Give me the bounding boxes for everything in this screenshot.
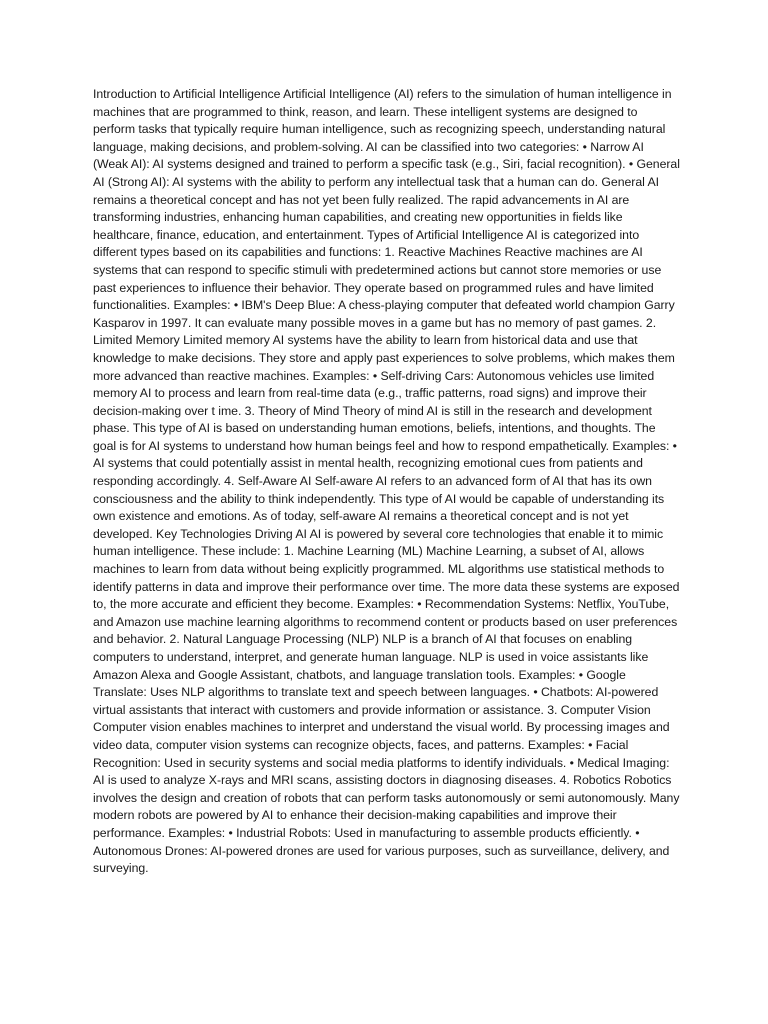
document-body-text: Introduction to Artificial Intelligence Artificial Intelligence (AI) refers to the simulation of human intelligence in machines that are programmed to think, reason, and learn. These intelligent systems are designed to perform tasks that typically require human intelligence, such as recognizing speech, understanding natural language, making decisions, and problem-solving. AI can be classified into two categories: • Narrow AI (Weak AI): AI systems designed and trained to perform a specific task (e.g., Siri, facial recognition). • General AI (Strong AI): AI systems with the ability to perform any intellectual task that a human can do. General AI remains a theoretical concept and has not yet been fully realized. The rapid advancements in AI are transforming industries, enhancing human capabilities, and creating new opportunities in fields like healthcare, finance, education, and entertainment. Types of Artificial Intelligence AI is categorized into different types based on its capabilities and functions: 1. Reactive Machines Reactive machines are AI systems that can respond to specific stimuli with predetermined actions but cannot store memories or use past experiences to influence their behavior. They operate based on programmed rules and have limited functionalities. Examples: • IBM's Deep Blue: A chess-playing computer that defeated world champion Garry Kasparov in 1997. It can evaluate many possible moves in a game but has no memory of past games. 2. Limited Memory Limited memory AI systems have the ability to learn from historical data and use that knowledge to make decisions. They store and apply past experiences to solve problems, which makes them more advanced than reactive machines. Examples: • Self-driving Cars: Autonomous vehicles use limited memory AI to process and learn from real-time data (e.g., traffic patterns, road signs) and improve their decision-making over t ime. 3. Theory of Mind Theory of mind AI is still in the research and development phase. This type of AI is based on understanding human emotions, beliefs, intentions, and thoughts. The goal is for AI systems to understand how human beings feel and how to respond empathetically. Examples: • AI systems that could potentially assist in mental health, recognizing emotional cues from patients and responding accordingly. 4. Self-Aware AI Self-aware AI refers to an advanced form of AI that has its own consciousness and the ability to think independently. This type of AI would be capable of understanding its own existence and emotions. As of today, self-aware AI remains a theoretical concept and is not yet developed. Key Technologies Driving AI AI is powered by several core technologies that enable it to mimic human intelligence. These include: 1. Machine Learning (ML) Machine Learning, a subset of AI, allows machines to learn from data without being explicitly programmed. ML algorithms use statistical methods to identify patterns in data and improve their performance over time. The more data these systems are exposed to, the more accurate and efficient they become. Examples: • Recommendation Systems: Netflix, YouTube, and Amazon use machine learning algorithms to recommend content or products based on user preferences and behavior. 2. Natural Language Processing (NLP) NLP is a branch of AI that focuses on enabling computers to understand, interpret, and generate human language. NLP is used in voice assistants like Amazon Alexa and Google Assistant, chatbots, and language translation tools. Examples: • Google Translate: Uses NLP algorithms to translate text and speech between languages. • Chatbots: AI-powered virtual assistants that interact with customers and provide information or assistance. 3. Computer Vision Computer vision enables machines to interpret and understand the visual world. By processing images and video data, computer vision systems can recognize objects, faces, and patterns. Examples: • Facial Recognition: Used in security systems and social media platforms to identify individuals. • Medical Imaging: AI is used to analyze X-rays and MRI scans, assisting doctors in diagnosing diseases. 4. Robotics Robotics involves the design and creation of robots that can perform tasks autonomously or semi autonomously. Many modern robots are powered by AI to enhance their decision-making capabilities and improve their performance. Examples: • Industrial Robots: Used in manufacturing to assemble products efficiently. • Autonomous Drones: AI-powered drones are used for various purposes, such as surveillance, delivery, and surveying. [93, 87, 680, 876]
